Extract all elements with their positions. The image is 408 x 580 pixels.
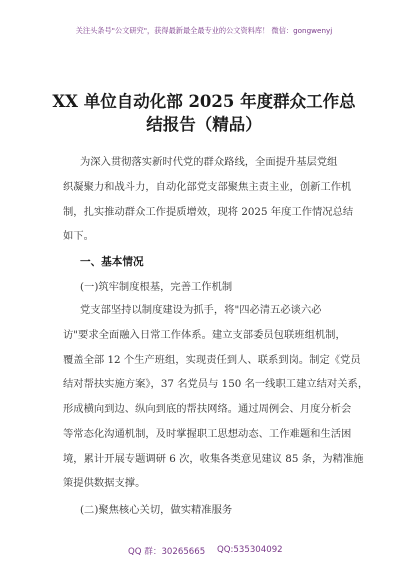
document-title <box>0 90 408 136</box>
intro-line: 制，扎实推动群众工作提质增效，现将 2025 年度工作情况总结 <box>63 206 354 218</box>
intro-line: 为深入贯彻落实新时代党的群众路线，全面提升基层党组 <box>80 156 338 168</box>
body-line: 党支部坚持以制度建设为抓手，将"四必清五必谈六必 <box>80 304 322 316</box>
top-banner: 关注头条号"公文研究"，获得最新最全最专业的公文资料库！ 微信：gongwenyj <box>75 26 333 35</box>
footer-qq-group: QQ 群：30265665 <box>128 547 206 557</box>
body-line: 境，累计开展专题调研 6 次，收集各类意见建议 85 条，为精准施 <box>63 453 364 465</box>
subsection-heading: (一)筑牢制度根基，完善工作机制 <box>80 281 233 293</box>
title-line-1: XX 单位自动化部 2025 年度群众工作总 <box>52 92 356 111</box>
intro-line: 如下。 <box>63 230 94 242</box>
subsection-heading: (二)聚焦核心关切，做实精准服务 <box>80 504 233 516</box>
body-line: 覆盖全部 12 个生产班组，实现责任到人、联系到岗。制定《党员 <box>63 354 361 366</box>
body-line: 访"要求全面融入日常工作体系。建立支部委员包联班组机制， <box>63 329 346 341</box>
intro-line: 织凝聚力和战斗力，自动化部党支部聚焦主责主业，创新工作机 <box>63 181 352 193</box>
section-heading: 一、基本情况 <box>80 256 144 268</box>
footer-qq: QQ:535304092 <box>217 545 283 555</box>
body-line: 形成横向到边、纵向到底的帮扶网络。通过周例会、月度分析会 <box>63 403 352 415</box>
body-line: 等常态化沟通机制，及时掌握职工思想动态、工作难题和生活困 <box>63 428 352 440</box>
title-line-2: 结报告（精品） <box>146 115 262 134</box>
body-line: 策提供数据支撑。 <box>63 477 146 489</box>
body-line: 结对帮扶实施方案》，37 名党员与 150 名一线职工建立结对关系， <box>63 378 369 390</box>
